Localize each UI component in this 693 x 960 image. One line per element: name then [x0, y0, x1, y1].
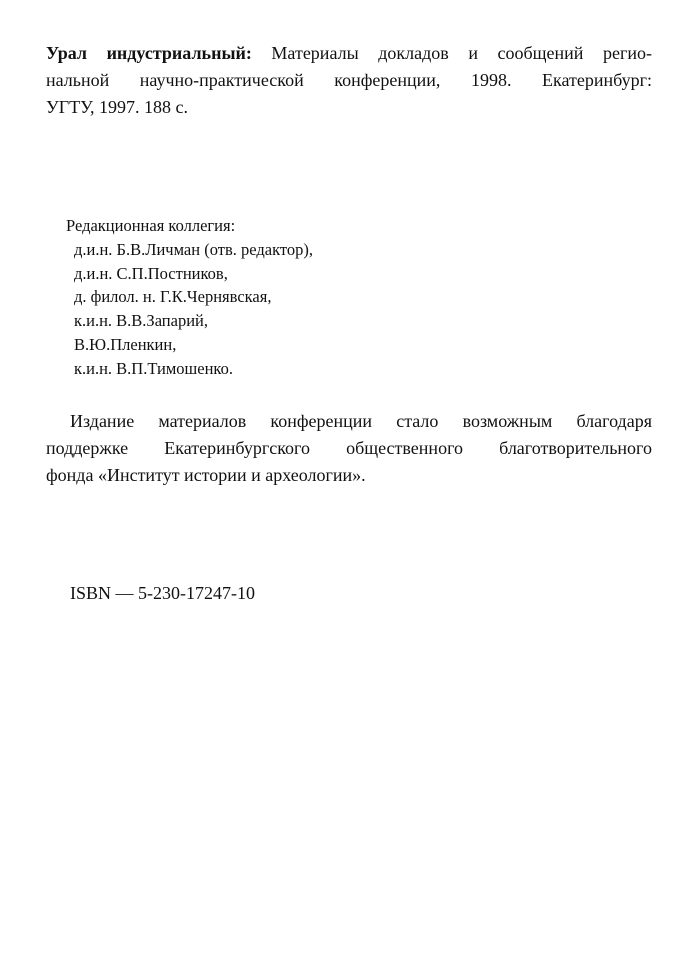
editorial-board-member: к.и.н. В.В.Запарий, [74, 311, 208, 331]
editorial-board-member: д. филол. н. Г.К.Чернявская, [74, 287, 272, 307]
acknowledgement-line-3: фонда «Институт истории и археологии». [46, 465, 366, 485]
isbn-number: ISBN — 5-230-17247-10 [70, 583, 255, 603]
citation-line-3: УГТУ, 1997. 188 с. [46, 97, 188, 117]
editorial-board-member: к.и.н. В.П.Тимошенко. [74, 358, 233, 378]
acknowledgement-line-2: поддержке Екатеринбургского общественного благотворительного [46, 438, 652, 458]
citation-line-1 [46, 40, 652, 67]
editorial-board-member: В.Ю.Пленкин, [74, 334, 177, 354]
editorial-board [66, 214, 313, 381]
acknowledgement-line-1: Издание материалов конференции стало возможным благодаря [70, 411, 652, 431]
citation-line-1-text: Материалы докладов и сообщений регио- [251, 43, 652, 63]
editorial-board-list [66, 238, 313, 381]
bibliographic-citation [46, 40, 652, 121]
funding-acknowledgement [46, 408, 652, 489]
citation-line-2: нальной научно-практической конференции, 1998. Екатеринбург: [46, 70, 652, 90]
citation-title: Урал индустриальный: [46, 43, 252, 63]
editorial-board-heading: Редакционная коллегия: [66, 216, 236, 235]
editorial-board-member: д.и.н. С.П.Постников, [74, 263, 228, 283]
editorial-board-member: д.и.н. Б.В.Личман (отв. редактор), [74, 239, 313, 259]
